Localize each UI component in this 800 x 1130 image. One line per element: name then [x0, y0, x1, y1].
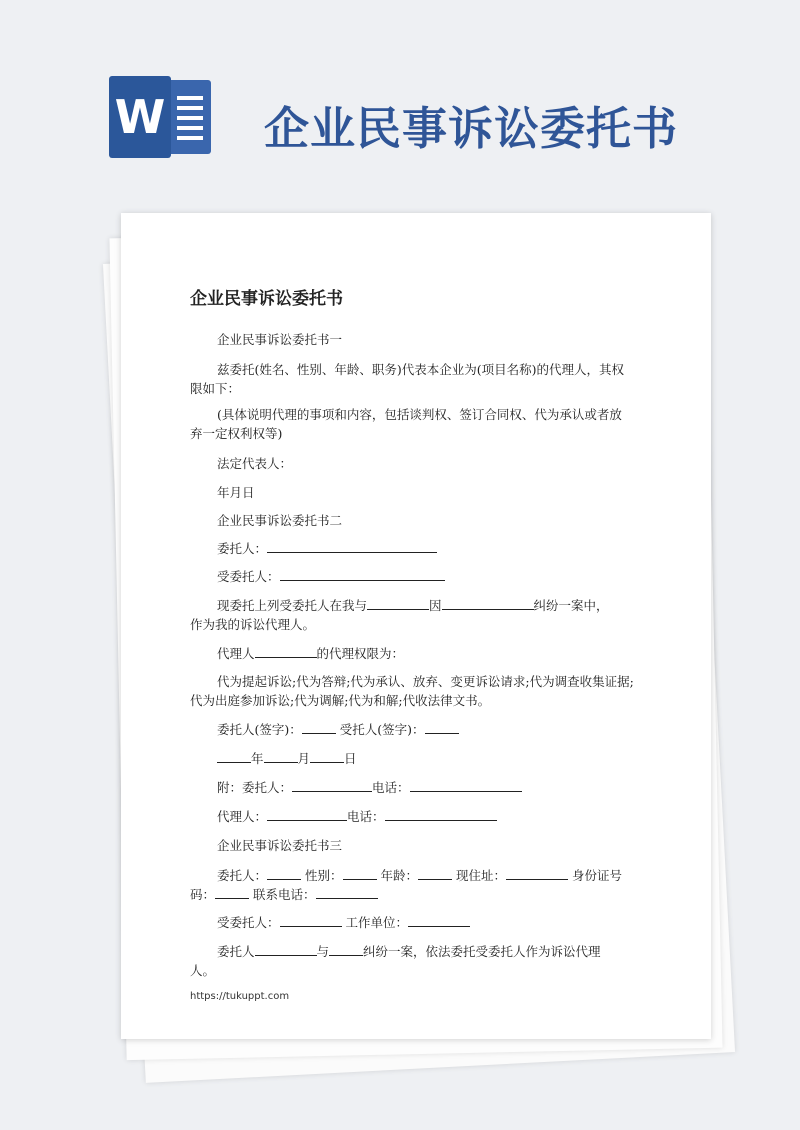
section-three-line1 [190, 865, 677, 886]
month-label: 月 [297, 751, 311, 766]
s3-gender-label: 性别： [305, 868, 343, 883]
month-blank [264, 748, 298, 763]
agent-line [190, 566, 677, 587]
s3-gender-blank [343, 865, 377, 880]
text-line-icon [177, 126, 203, 130]
attach-phone-blank [410, 777, 522, 792]
agent-sign-label: 受托人(签字)： [339, 722, 425, 737]
text-line-icon [177, 136, 203, 140]
signature-line [190, 719, 677, 740]
s3-address-label: 现住址： [456, 868, 507, 883]
s3-id-blank [215, 884, 249, 899]
day-blank [310, 748, 344, 763]
agent-scope-line [190, 643, 677, 664]
s3-phone-blank [316, 884, 378, 899]
s3-l4-part2: 与 [316, 944, 330, 959]
scope-part2: 的代理权限为： [316, 646, 405, 661]
section-one-para2-cont: 弃一定权利权等) [190, 426, 283, 441]
date-line: 年月日 [217, 485, 255, 500]
s3-employer-blank [408, 912, 470, 927]
opponent-blank [367, 595, 429, 610]
principal-blank [267, 538, 437, 553]
para1-part1: 现委托上列受委托人在我与 [217, 598, 368, 613]
principal-label: 委托人： [217, 541, 268, 556]
section-two-para1-cont: 作为我的诉讼代理人。 [190, 617, 316, 632]
s3-agent-label: 受委托人： [217, 915, 280, 930]
attach-principal-blank [292, 777, 372, 792]
legal-representative-line: 法定代表人： [217, 456, 293, 471]
text-line-icon [177, 106, 203, 110]
s3-age-label: 年龄： [380, 868, 419, 883]
section-one-title: 企业民事诉讼委托书一 [217, 332, 343, 347]
document-heading: 企业民事诉讼委托书 [190, 289, 343, 309]
section-one-para2: (具体说明代理的事项和内容，包括谈判权、签订合同权、代为承认或者放 [217, 407, 622, 422]
signature-date-line [190, 748, 677, 769]
s3-id-label: 身份证号 [572, 868, 623, 883]
agent-blank [280, 566, 445, 581]
s3-phone-label: 联系电话： [253, 887, 316, 902]
agent-name-blank [255, 643, 317, 658]
text-line-icon [177, 96, 203, 100]
s3-principal-label: 委托人： [217, 868, 268, 883]
s3-age-blank [418, 865, 452, 880]
agent-label: 受委托人： [217, 569, 280, 584]
agent-contact-line [190, 806, 677, 827]
s3-address-blank [506, 865, 568, 880]
footer-url[interactable]: https://tukuppt.com [190, 991, 290, 1002]
para1-part3: 纠纷一案中， [533, 598, 609, 613]
s3-l4-blank1 [255, 941, 317, 956]
section-three-title: 企业民事诉讼委托书三 [217, 838, 343, 853]
s3-l4-part3: 纠纷一案，依法委托受委托人作为诉讼代理 [363, 944, 601, 959]
s3-agent-blank [280, 912, 342, 927]
word-logo-icon [109, 76, 213, 158]
principal-sign-label: 委托人(签字)： [217, 722, 302, 737]
agent-phone-blank [385, 806, 497, 821]
s3-principal-blank [267, 865, 301, 880]
agent-phone-label: 电话： [347, 809, 385, 824]
section-three-line5: 人。 [190, 963, 216, 978]
section-three-line2 [190, 884, 650, 905]
principal-line [190, 538, 677, 559]
section-three-line3 [190, 912, 677, 933]
scope-part1: 代理人 [217, 646, 255, 661]
agent-contact-label: 代理人： [217, 809, 268, 824]
section-two-para2-cont: 代为出庭参加诉讼;代为调解;代为和解;代收法律文书。 [190, 693, 491, 708]
s3-id-cont: 码： [190, 887, 216, 902]
year-blank [217, 748, 251, 763]
banner-title: 企业民事诉讼委托书 [264, 102, 679, 155]
s3-l4-part1: 委托人 [217, 944, 255, 959]
day-label: 日 [344, 751, 357, 766]
s3-l4-blank2 [329, 941, 363, 956]
attach-phone-label: 电话： [372, 780, 410, 795]
section-one-para1-cont: 限如下： [190, 381, 241, 396]
section-one-para1: 兹委托(姓名、性别、年龄、职务)代表本企业为(项目名称)的代理人，其权 [217, 362, 625, 377]
agent-sign-blank [425, 719, 459, 734]
year-label: 年 [251, 751, 264, 766]
section-two-para1 [190, 595, 677, 616]
section-two-para2: 代为提起诉讼;代为答辩;代为承认、放弃、变更诉讼请求;代为调查收集证据; [217, 674, 634, 689]
section-two-title: 企业民事诉讼委托书二 [217, 513, 343, 528]
para1-part2: 因 [429, 598, 442, 613]
word-letter: W [109, 76, 171, 158]
text-line-icon [177, 116, 203, 120]
s3-employer-label: 工作单位： [345, 915, 409, 930]
agent-contact-blank [267, 806, 347, 821]
cause-blank [442, 595, 534, 610]
section-three-line4 [190, 941, 677, 962]
principal-sign-blank [302, 719, 336, 734]
attach-principal-label: 附：委托人： [217, 780, 293, 795]
attachment-line [190, 777, 677, 798]
